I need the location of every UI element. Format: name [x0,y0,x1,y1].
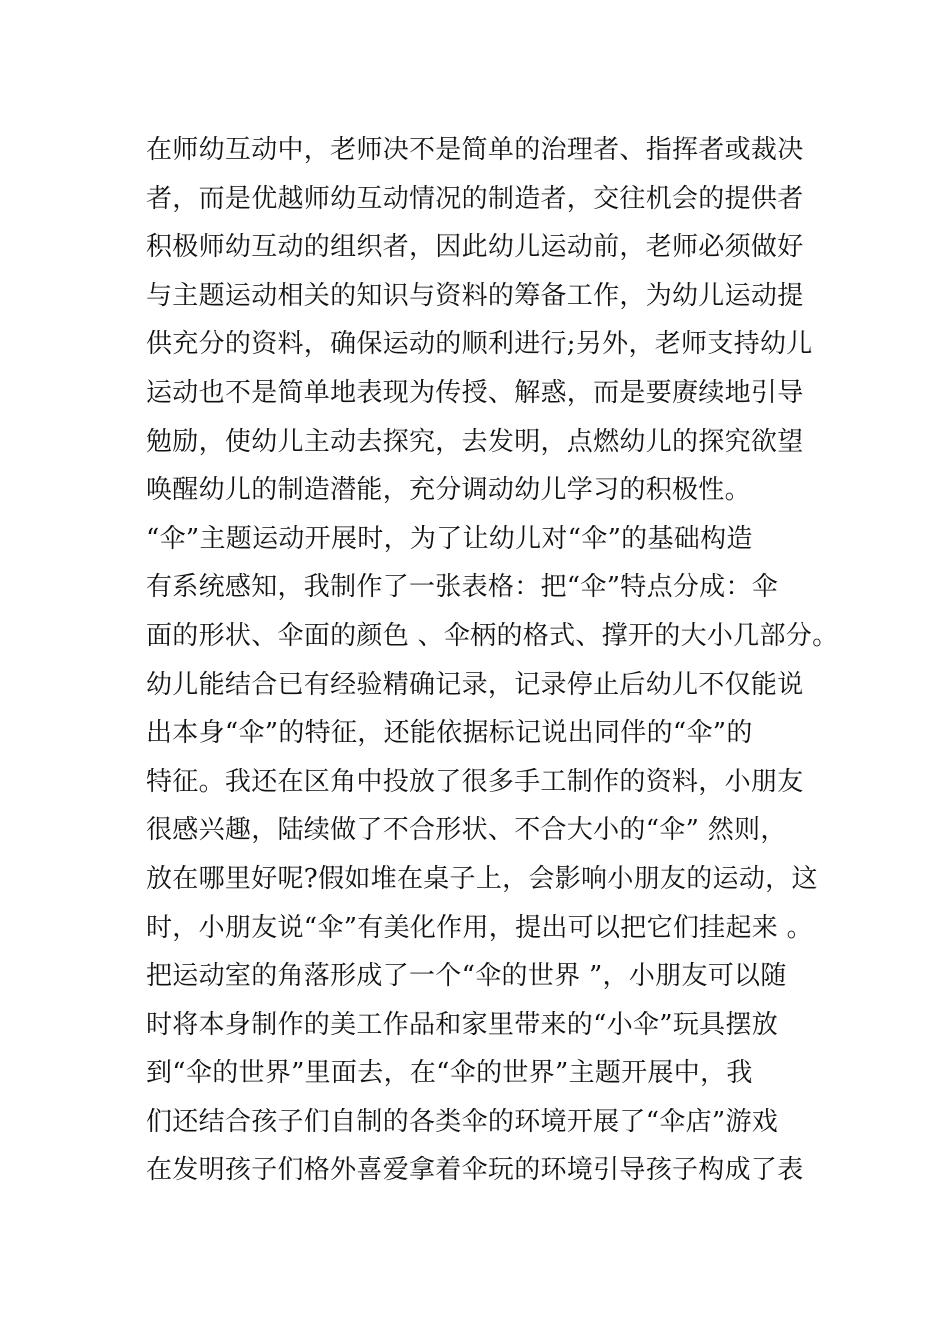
text-line: 很感兴趣，陆续做了不合形状、不合大小的“伞” 然则， [146,815,787,846]
text-line: 在师幼互动中，老师决不是简单的治理者、指挥者或裁决 [146,135,804,165]
text-line: 到“伞的世界”里面去，在“伞的世界”主题开展中，我 [146,1058,753,1089]
text-line: 出本身“伞”的特征，还能依据标记说出同伴的“伞”的 [146,718,753,749]
body-text [146,126,839,1195]
text-line: 特征。我还在区角中投放了很多手工制作的资料，小朋友 [146,766,804,797]
text-line: 把运动室的角落形成了一个“伞的世界 ”，小朋友可以随 [146,961,787,992]
text-line: 供充分的资料，确保运动的顺利进行;另外，老师支持幼儿 [146,329,813,360]
text-line: 时将本身制作的美工作品和家里带来的“小伞”玩具摆放 [146,1009,779,1040]
text-line: 面的形状、伞面的颜色 、伞柄的格式、撑开的大小几部分。 [146,620,839,651]
text-line: 唤醒幼儿的制造潜能，充分调动幼儿学习的积极性。 [146,475,751,506]
text-line: 在发明孩子们格外喜爱拿着伞玩的环境引导孩子构成了表 [146,1155,804,1186]
text-line: 们还结合孩子们自制的各类伞的环境开展了“伞店”游戏 [146,1106,779,1137]
text-line: 有系统感知，我制作了一张表格：把“伞”特点分成：伞 [146,572,779,603]
text-line: “伞”主题运动开展时，为了让幼儿对“伞”的基础构造 [146,523,753,554]
text-line: 时，小朋友说“伞”有美化作用，提出可以把它们挂起来 。 [146,912,813,943]
text-line: 放在哪里好呢?假如堆在桌子上，会影响小朋友的运动，这 [146,863,818,894]
text-line: 者，而是优越师幼互动情况的制造者，交往机会的提供者 [146,183,804,214]
text-line: 幼儿能结合已有经验精确记录，记录停止后幼儿不仅能说 [146,669,804,700]
text-line: 运动也不是简单地表现为传授、解惑，而是要赓续地引导 [146,377,804,408]
text-line: 勉励，使幼儿主动去探究，去发明，点燃幼儿的探究欲望 [146,426,804,457]
text-line: 积极师幼互动的组织者，因此幼儿运动前，老师必须做好 [146,232,804,263]
text-line: 与主题运动相关的知识与资料的筹备工作，为幼儿运动提 [146,280,804,311]
